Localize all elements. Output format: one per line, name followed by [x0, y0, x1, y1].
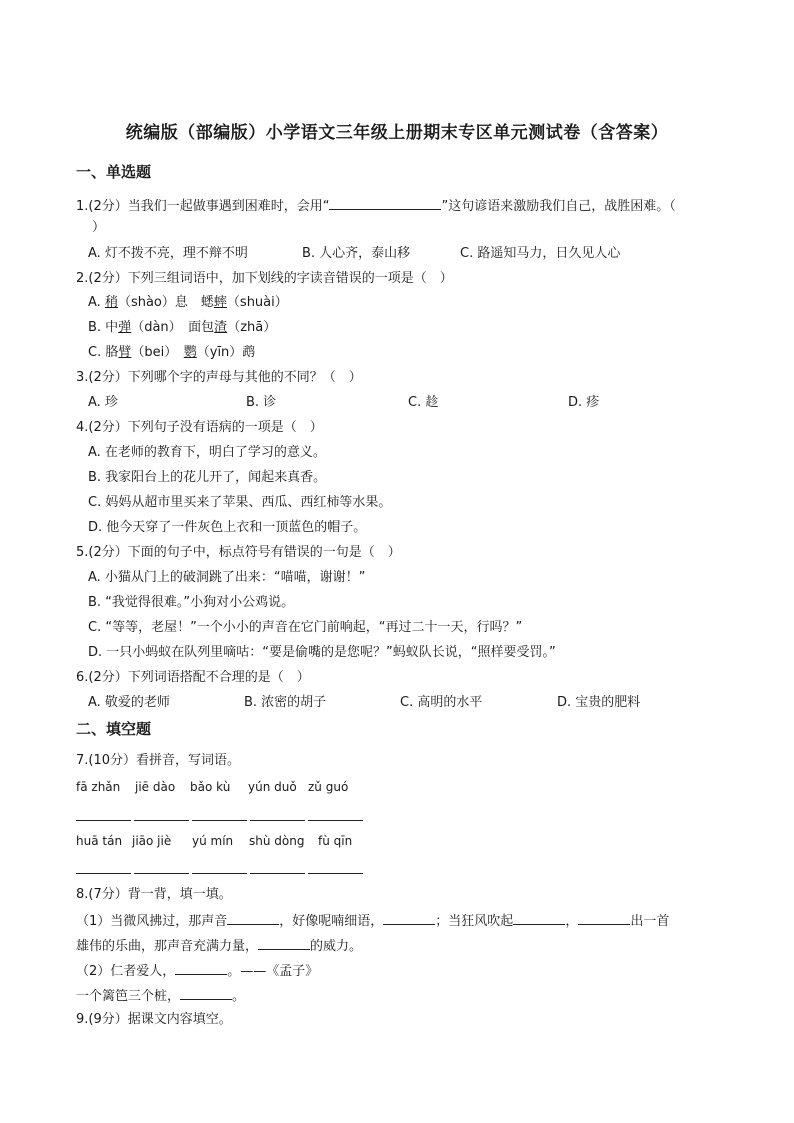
q2-a-text-3: （shuài）	[226, 295, 288, 310]
q8-p1-text-g: 的威力。	[310, 939, 363, 954]
q7-pinyin-5: zǔ guó	[308, 780, 349, 794]
question-8-stem: 8.(7分）背一背，填一填。	[76, 887, 232, 902]
q8-p2-text-b: 。——《孟子》	[227, 964, 319, 979]
q8-p1-text-d: ，	[565, 914, 579, 929]
q3-option-c[interactable]: C. 趁	[408, 395, 439, 410]
q1-option-c[interactable]: C. 路遥知马力，日久见人心	[460, 246, 621, 261]
q2-b-text-3: （zhā）	[227, 320, 277, 335]
question-9-stem: 9.(9分）据课文内容填空。	[76, 1012, 232, 1027]
question-3-stem: 3.(2分）下列哪个字的声母与其他的不同？（ ）	[76, 370, 362, 385]
q8-p3-text-a: 一个篱笆三个桩，	[76, 989, 181, 1004]
q8-blank-7[interactable]	[180, 986, 232, 1000]
q7-pinyin-7: jiāo jiè	[132, 834, 172, 848]
q6-option-d[interactable]: D. 宝贵的肥料	[557, 695, 641, 710]
page-title: 统编版（部编版）小学语文三年级上册期末专区单元测试卷（含答案）	[125, 123, 669, 143]
q7-answer-line-7[interactable]	[134, 873, 189, 874]
q1-option-a[interactable]: A. 灯不拨不亮，理不辩不明	[88, 246, 248, 261]
q8-blank-6[interactable]	[175, 961, 227, 975]
q7-answer-line-2[interactable]	[134, 820, 189, 821]
q8-p1-text-c: ；当狂风吹起	[435, 914, 514, 929]
q2-c-text-2: （bei）	[131, 345, 184, 360]
q8-blank-3[interactable]	[513, 911, 565, 925]
q4-option-a[interactable]: A. 在老师的教育下，明白了学习的意义。	[88, 445, 326, 460]
q1-option-b[interactable]: B. 人心齐，泰山移	[302, 246, 411, 261]
q8-part-1-line-1	[76, 911, 669, 931]
q7-answer-line-5[interactable]	[308, 820, 363, 821]
q8-p2-text-a: （2）仁者爱人，	[76, 964, 176, 979]
q7-answer-line-10[interactable]	[308, 873, 363, 874]
q2-option-a[interactable]	[88, 294, 288, 312]
q7-pinyin-10: fù qīn	[318, 834, 353, 848]
q1-stem-part-b: ”这句谚语来激励我们自己，战胜困难。（	[441, 199, 676, 214]
q7-pinyin-3: bǎo kù	[190, 780, 231, 794]
q7-pinyin-1: fā zhǎn	[76, 780, 121, 794]
question-4-stem: 4.(2分）下列句子没有语病的一项是（ ）	[76, 420, 323, 435]
q3-option-b[interactable]: B. 诊	[246, 395, 277, 410]
q8-blank-5[interactable]	[258, 936, 310, 950]
q7-answer-line-1[interactable]	[76, 820, 131, 821]
q8-part-1-line-2	[76, 936, 362, 956]
q7-answer-line-6[interactable]	[76, 873, 131, 874]
q2-option-b[interactable]	[88, 319, 276, 337]
q8-part-3	[76, 986, 245, 1006]
q2-a-text-2: 蟋	[200, 295, 214, 310]
q3-option-d[interactable]: D. 疹	[568, 395, 600, 410]
q8-blank-1[interactable]	[227, 911, 279, 925]
q4-option-d[interactable]: D. 他今天穿了一件灰色上衣和一顶蓝色的帽子。	[88, 520, 367, 535]
q6-option-b[interactable]: B. 浓密的胡子	[244, 695, 327, 710]
q2-b-text-1: B. 中	[88, 320, 119, 335]
q8-blank-4[interactable]	[578, 911, 630, 925]
question-2-stem: 2.(2分）下列三组词语中，加下划线的字读音错误的一项是（ ）	[76, 271, 453, 286]
section-heading-fill-in: 二、填空题	[76, 720, 152, 738]
q6-option-a[interactable]: A. 敬爱的老师	[88, 695, 170, 710]
q2-a-underlined-2: 蟀	[213, 295, 227, 310]
q2-c-text-3: （yīn）鹉	[196, 345, 256, 360]
q7-pinyin-8: yú mín	[192, 834, 234, 848]
q2-c-underlined-2: 鹦	[183, 345, 197, 360]
q7-pinyin-9: shù dòng	[249, 834, 305, 848]
q8-p1-text-e: 出一首	[630, 914, 670, 929]
q8-p3-text-b: 。	[232, 989, 246, 1004]
question-7-stem: 7.(10分）看拼音，写词语。	[76, 753, 241, 768]
q1-answer-blank[interactable]	[329, 196, 441, 210]
q5-option-d[interactable]: D. 一只小蚂蚁在队列里嘀咕：“要是偷嘴的是您呢？”蚂蚁队长说，“照样要受罚。”	[88, 645, 556, 660]
q7-answer-line-4[interactable]	[250, 820, 305, 821]
q7-answer-line-8[interactable]	[192, 873, 247, 874]
q4-option-c[interactable]: C. 妈妈从超市里买来了苹果、西瓜、西红柿等水果。	[88, 495, 392, 510]
question-6-stem: 6.(2分）下列词语搭配不合理的是（ ）	[76, 670, 310, 685]
q2-c-underlined-1: 臂	[118, 345, 132, 360]
q2-a-label: A.	[88, 295, 105, 310]
q7-pinyin-4: yún duǒ	[248, 780, 297, 794]
q7-answer-line-3[interactable]	[192, 820, 247, 821]
q1-stem-part-a: 1.(2分）当我们一起做事遇到困难时，会用“	[76, 199, 330, 214]
q5-option-a[interactable]: A. 小猫从门上的破洞跳了出来：“喵喵，谢谢！”	[88, 570, 366, 585]
question-1-stem	[76, 196, 676, 216]
q7-pinyin-2: jiē dào	[135, 780, 176, 794]
q2-b-underlined-1: 弹	[118, 320, 132, 335]
q2-c-text-1: C. 胳	[88, 345, 119, 360]
q3-option-a[interactable]: A. 珍	[88, 395, 118, 410]
q2-a-underlined-1: 稍	[104, 295, 118, 310]
q8-blank-2[interactable]	[383, 911, 435, 925]
q2-b-underlined-2: 渣	[214, 320, 228, 335]
q8-p1-text-a: （1）当微风拂过，那声音	[76, 914, 228, 929]
q2-b-text-2: （dàn） 面包	[131, 320, 215, 335]
q5-option-c[interactable]: C. “等等，老屋！”一个小小的声音在它门前响起，“再过二十一天，行吗？”	[88, 620, 523, 635]
q4-option-b[interactable]: B. 我家阳台上的花儿开了，闻起来真香。	[88, 470, 327, 485]
q2-a-text-1: （shào）息	[117, 295, 201, 310]
q7-answer-line-9[interactable]	[250, 873, 305, 874]
q8-p1-text-b: ，好像呢喃细语，	[279, 914, 384, 929]
q1-stem-end: ）	[92, 220, 106, 235]
q2-option-c[interactable]	[88, 344, 255, 362]
q6-option-c[interactable]: C. 高明的水平	[400, 695, 483, 710]
q8-part-2	[76, 961, 318, 981]
q8-p1-text-f: 雄伟的乐曲，那声音充满力量，	[76, 939, 259, 954]
q7-pinyin-6: huā tán	[76, 834, 123, 848]
q5-option-b[interactable]: B. “我觉得很难。”小狗对小公鸡说。	[88, 595, 295, 610]
question-5-stem: 5.(2分）下面的句子中，标点符号有错误的一句是（ ）	[76, 545, 401, 560]
section-heading-single-choice: 一、单选题	[76, 163, 152, 181]
